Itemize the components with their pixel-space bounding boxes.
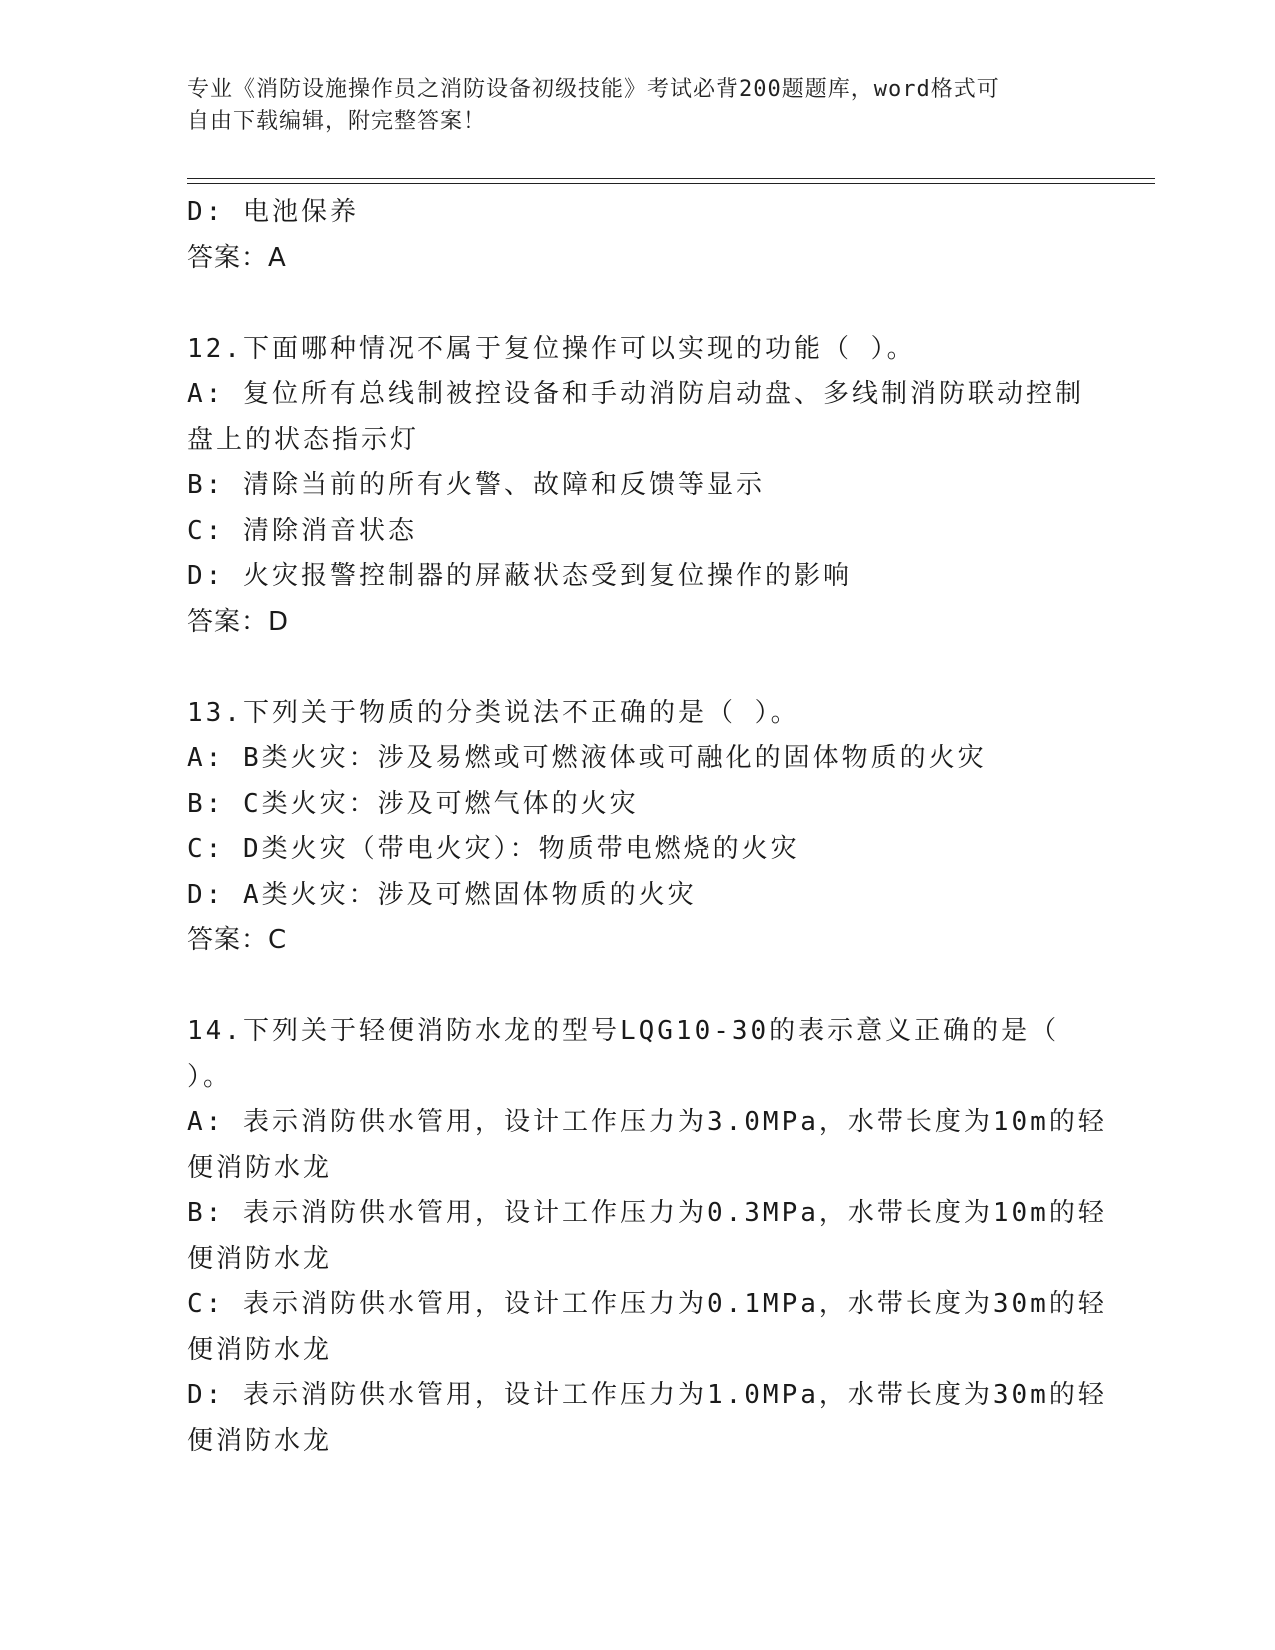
question-text: 13.下列关于物质的分类说法不正确的是（ ）。 xyxy=(187,697,800,728)
option-line: 便消防水龙 xyxy=(187,1243,333,1274)
option-line: B: 清除当前的所有火警、故障和反馈等显示 xyxy=(187,470,765,500)
question-block xyxy=(187,1009,1107,1464)
option-line: C: 清除消音状态 xyxy=(187,515,417,546)
option-line: A: B类火灾：涉及易燃或可燃液体或可融化的固体物质的火灾 xyxy=(187,743,987,773)
question-block xyxy=(187,691,1087,964)
spacer xyxy=(187,645,1087,691)
question-list xyxy=(187,327,1107,1465)
option-line: D: A类火灾：涉及可燃固体物质的火灾 xyxy=(187,879,697,910)
option-line: B: C类火灾：涉及可燃气体的火灾 xyxy=(187,788,639,819)
carryover-answer: 答案：A xyxy=(187,242,287,273)
spacer xyxy=(187,281,1087,327)
option-line: A: 复位所有总线制被控设备和手动消防启动盘、多线制消防联动控制 xyxy=(187,379,1084,409)
question-text: 12.下面哪种情况不属于复位操作可以实现的功能（ ）。 xyxy=(187,333,916,364)
question-block xyxy=(187,327,1087,646)
question-text: ）。 xyxy=(187,1061,233,1092)
option-line: 便消防水龙 xyxy=(187,1334,333,1365)
header-divider-top xyxy=(187,178,1155,179)
spacer xyxy=(187,964,1087,1010)
option-line: C: 表示消防供水管用，设计工作压力为0.1MPa，水带长度为30m的轻 xyxy=(187,1289,1107,1319)
option-line: 便消防水龙 xyxy=(187,1425,333,1456)
question-text: 14.下列关于轻便消防水龙的型号LQG10-30的表示意义正确的是（ xyxy=(187,1016,1060,1046)
header-divider-bottom xyxy=(187,183,1155,184)
header-line-1: 专业《消防设施操作员之消防设备初级技能》考试必背200题题库，word格式可 xyxy=(187,77,1000,102)
option-line: B: 表示消防供水管用，设计工作压力为0.3MPa，水带长度为10m的轻 xyxy=(187,1198,1107,1228)
carryover-option-d: D: 电池保养 xyxy=(187,197,359,227)
header-line-2: 自由下载编辑，附完整答案！ xyxy=(187,109,487,134)
option-line: 盘上的状态指示灯 xyxy=(187,424,420,455)
answer-line: 答案：C xyxy=(187,925,288,955)
option-line: C: D类火灾（带电火灾）：物质带电燃烧的火灾 xyxy=(187,834,800,864)
option-line: D: 火灾报警控制器的屏蔽状态受到复位操作的影响 xyxy=(187,561,852,591)
answer-line: 答案：D xyxy=(187,606,290,637)
question-content xyxy=(187,190,1107,1464)
page-header xyxy=(187,74,1087,138)
option-line: 便消防水龙 xyxy=(187,1152,333,1183)
option-line: D: 表示消防供水管用，设计工作压力为1.0MPa，水带长度为30m的轻 xyxy=(187,1380,1107,1410)
option-line: A: 表示消防供水管用，设计工作压力为3.0MPa，水带长度为10m的轻 xyxy=(187,1107,1107,1137)
